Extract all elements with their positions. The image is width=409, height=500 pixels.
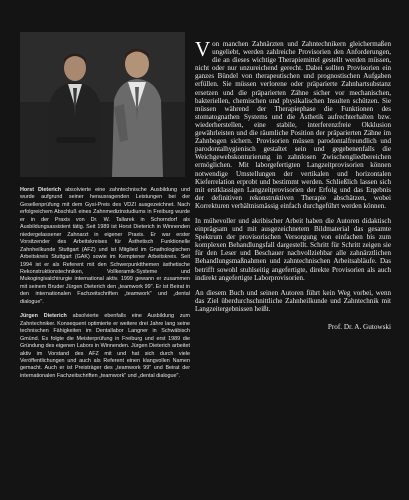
foreword-paragraph-1 — [195, 37, 391, 210]
foreword-paragraph-3: An diesem Buch und seinen Autoren führt kein Weg vorbei, wenn das Ziel überdurchschnittliche Zahnheilkunde und Zahntechnik mit Langzeitergebnissen heißt. — [195, 288, 391, 313]
bio-name: Jürgen Dieterich — [20, 313, 67, 320]
signature: Prof. Dr. A. Gutowski — [327, 323, 391, 331]
portrait-photo-icon — [20, 32, 185, 177]
bio-name: Horst Dieterich — [20, 187, 62, 193]
author-photo — [20, 32, 185, 177]
bio-horst-dieterich — [20, 187, 190, 306]
foreword-paragraph-2: In mühevoller und akribischer Arbeit haben die Autoren didaktisch einprägsam und mit ausgezeichnetem Bildmaterial das gesamte Spektrum der provisorischen Versorgung von einfachen bis zum komplexen Behandlungsfall dargestellt. Schritt für Schritt zeigen sie für den Leser und Beschauer nachvollziehbar alle zahnärztlichen Behandlungsmaßnahmen und zahntechnischen Arbeitsabläufe. Das betrifft sowohl stuhlseitig angefertigte, direkte Provisorien als auch indirekt angefertigte Laborprovisorien. — [195, 216, 391, 282]
bio-juergen-dieterich — [20, 313, 190, 380]
drop-cap: V — [195, 37, 211, 61]
left-column — [20, 32, 190, 386]
paragraph-text: on manchen Zahnärzten und Zahntechnikern gleichermaßen ungeliebt, werden zahlreiche Provisorien den Anforderungen, die an dieses wichtige Therapiemittel gestellt werden müssen, nicht oder nur unzureichend gerecht. Dabei sollten Provisorien ein ganzes Bündel von therapeutischen und prognostischen Aufgaben erfüllen. Sie müssen verlorene oder präparierte Zahnhartsubstanz ersetzen und die präparierten Zähne sicher vor mechanischen, bakteriellen, chemischen und physikalischen Insulten schützen. Sie müssen während der Therapiephase die Funktionen des stomatognathen Systems und die Ästhetik aufrechterhalten bzw. wiederherstellen, eine stabile, interferenzfreie Okklusion gewährleisten und die räumliche Position der präparierten Zähne im Zahnbogen sichern. Provisorien müssen parodontalfreundlich und parodontalhygienisch gestaltet sein und gegebenenfalls die Weichgewebskonturierung in zahnlosen Zwischengliedbereichen ermöglichen. Mit laborgefertigten Langzeitprovisorien können notwendige Umstellungen der vertikalen und horizontalen Kieferrelation erprobt und bestimmt werden. Schließlich lassen sich mit erstklassigen Langzeitprovisorien der Erfolg und das Ergebnis der definitiven rekonstruktiven Therapie abschätzen, wobei Korrekturen verhältnismässig einfach durchgeführt werden können. — [195, 40, 391, 210]
foreword-column — [195, 37, 391, 331]
bio-text: absolvierte ebenfalls eine Ausbildung zum Zahntechniker. Konsequent optimierte er weitere drei Jahre lang seine technischen Fähigkeiten im Dentallabor Langner in Schwäbisch Gmünd. Es folgte die Meisterprüfung in Freiburg und erst 1989 die Gründung des eigenen Labors in Winnenden. Jürgen Dieterich arbeitet aktiv im Vorstand des AFZ mit und hat sich durch viele Veröffentlichungen und auch als Referent einen klangvollen Namen gemacht. Auch er ist Preisträger des „teamwork 99" und Beirat der internationalen Fachzeitschriften „teamwork" und „dental dialogue". — [20, 313, 191, 379]
bio-text: absolvierte eine zahntechnische Ausbildung und wurde aufgrund seiner herausragenden Leistungen bei der Gesellenprüfung mit dem Gysi-Preis des VDZI ausgezeichnet. Nach erfolgreichem Abschluß eines Zahnmedizinstudiums in Freiburg wurde er in der Praxis von Dr. W. Tallarek in Schorndorf als Ausbildungsassistent tätig. Seit 1989 ist Horst Dieterich in Winnenden niedergelassener Zahnarzt in eigener Praxis. Er war erster Vorsitzender des Arbeitskreises für Ästhetisch Funktionelle Zahnheilkunde Stuttgart (AFZ) und ist Mitglied im Gnathologischen Arbeitskreis Stuttgart (GAK) sowie im Kemptener Arbeitskreis. Seit 1994 ist er als Referent mit den Schwerpunktthemen ästhetische Rekonstruktionstechniken, Vollkeramik-Systeme und Mukogingivalchirurgie international aktiv. 1999 gewann er zusammen mit seinem Bruder Jürgen Dieterich den „teamwork 99". Er ist Beirat in den internationalen Fachzeitschriften „teamwork" und „dental dialogue". — [20, 187, 190, 305]
